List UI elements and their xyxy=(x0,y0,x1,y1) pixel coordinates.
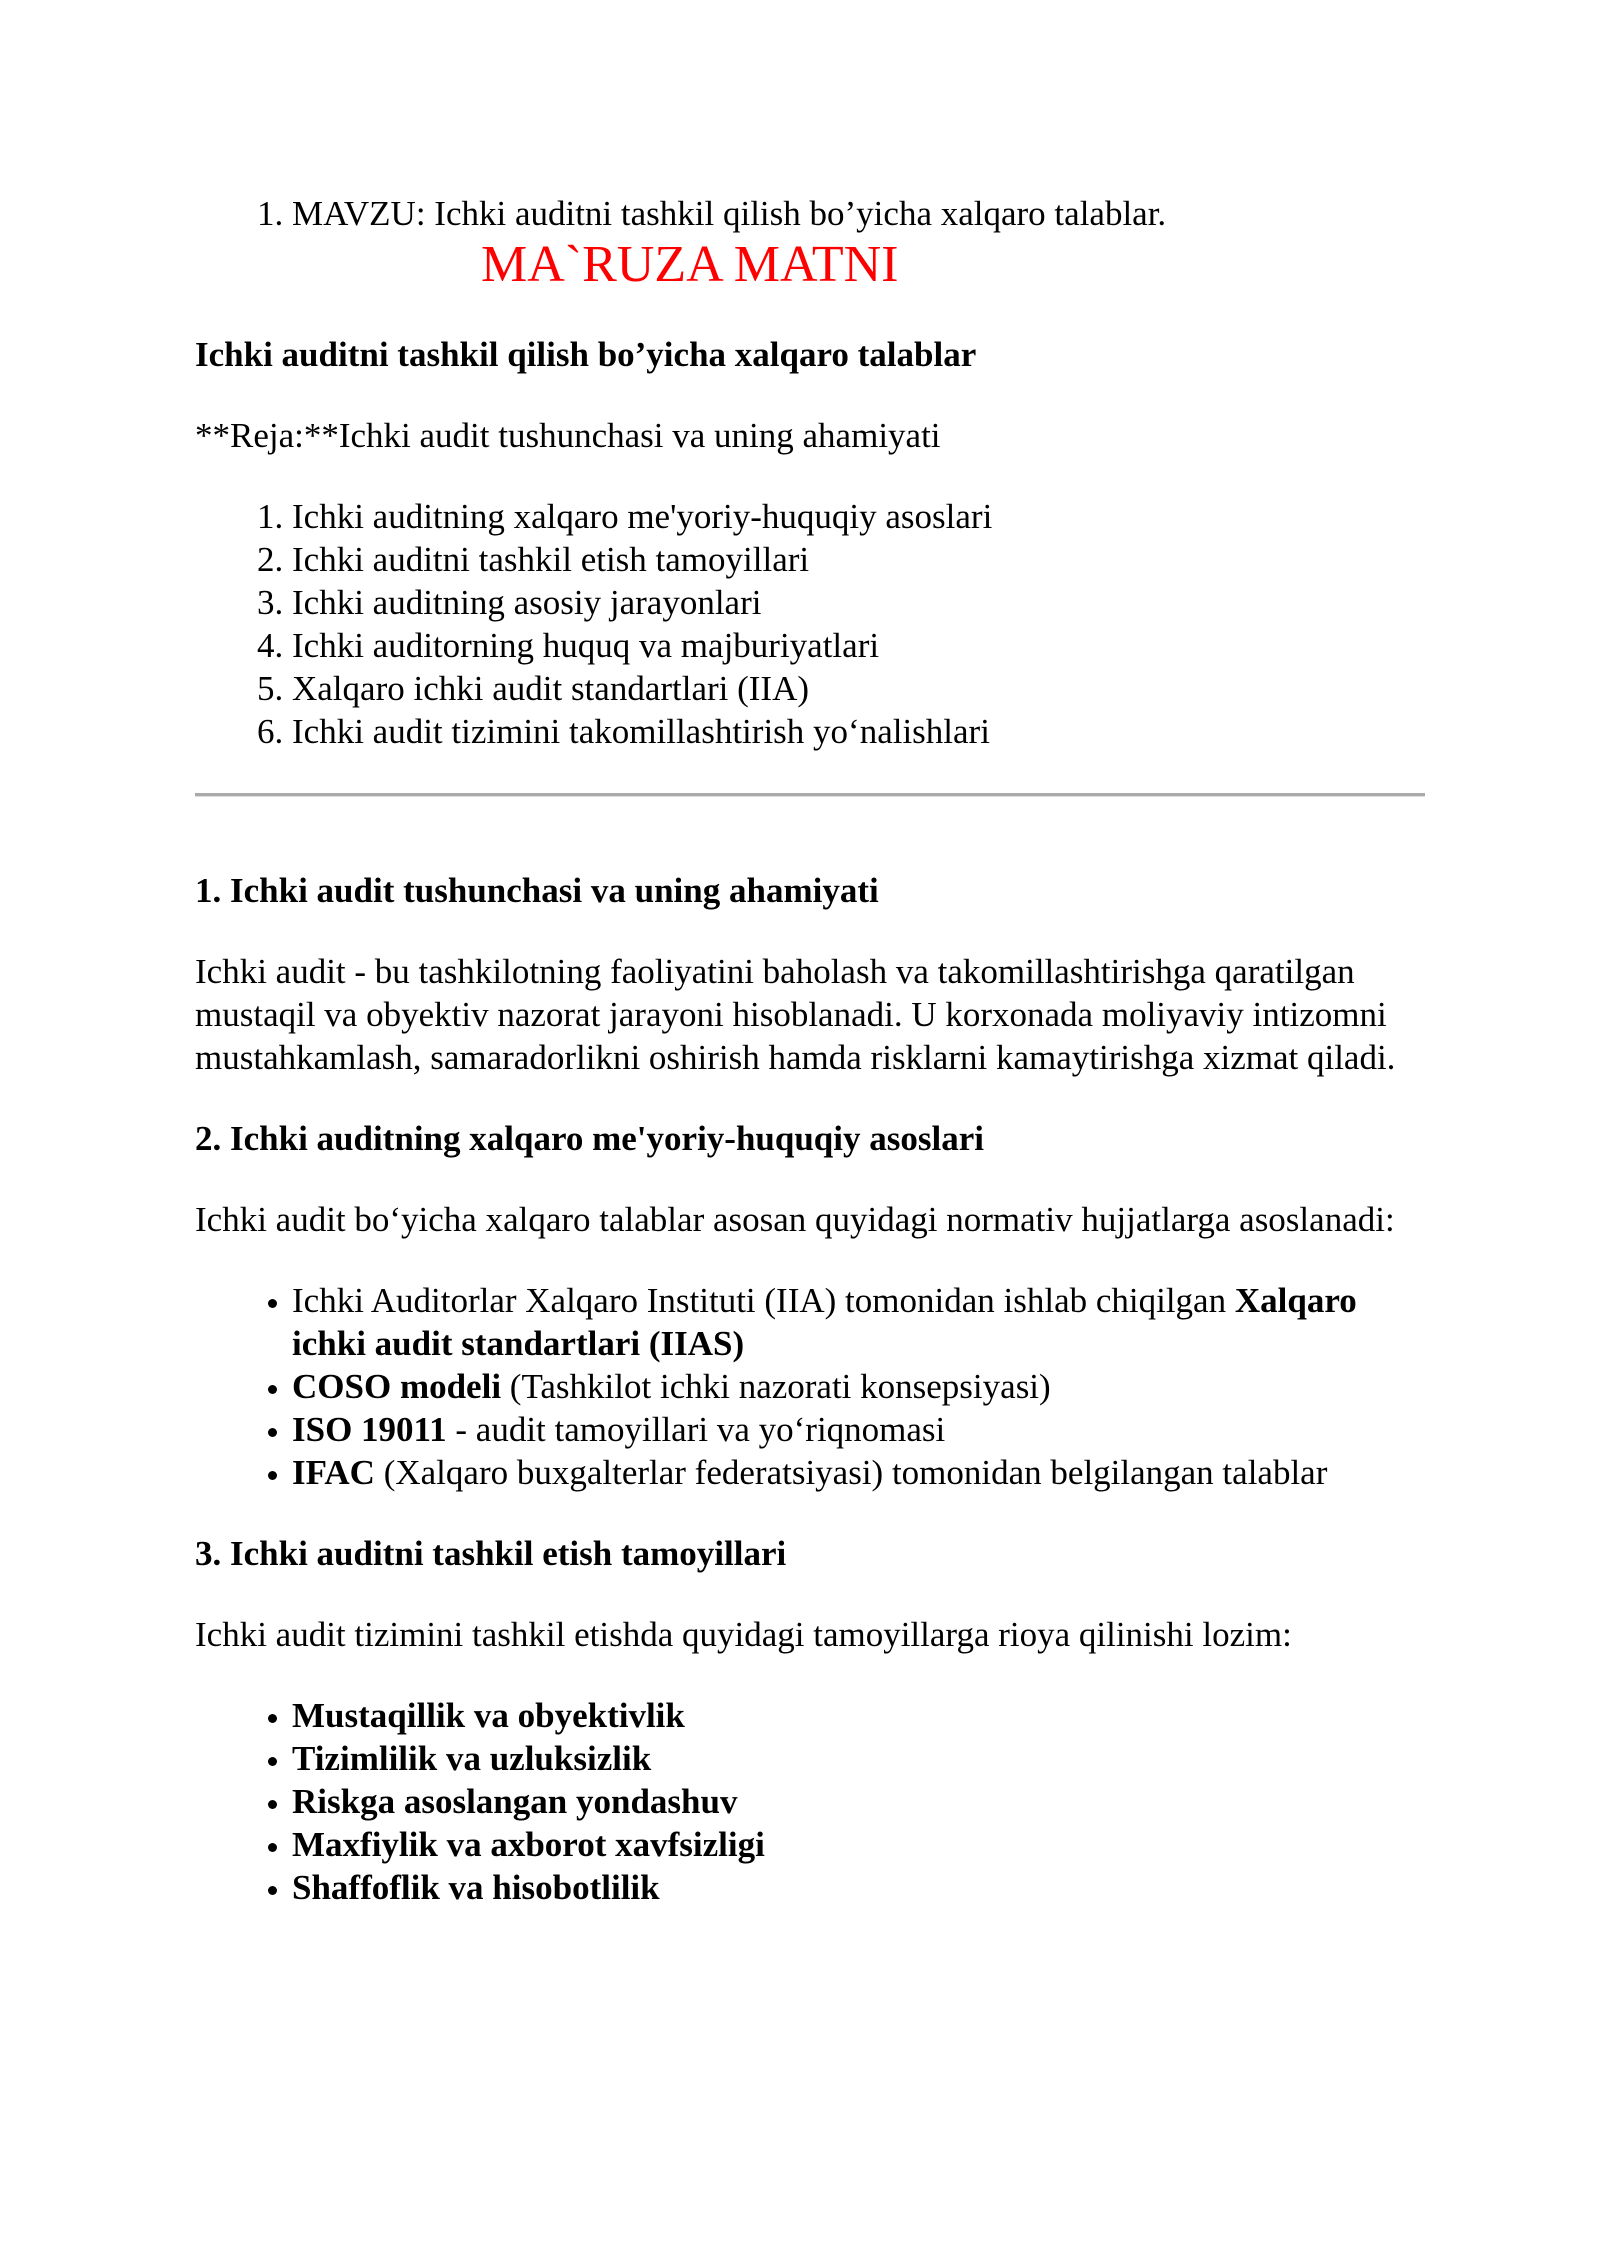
horizontal-divider xyxy=(195,793,1425,797)
bullet-rest-text: (Tashkilot ichki nazorati konsepsiyasi) xyxy=(501,1367,1051,1406)
bullet-bold-text: Riskga asoslangan yondashuv xyxy=(292,1782,738,1821)
bullet-bold-text: IFAC xyxy=(292,1453,375,1492)
plan-item: 1. Ichki auditning xalqaro me'yoriy-huquqiy asoslari xyxy=(292,495,1425,538)
plan-intro: **Reja:**Ichki audit tushunchasi va uning ahamiyati xyxy=(195,416,941,455)
section-2-paragraph: Ichki audit bo‘yicha xalqaro talablar asosan quyidagi normativ hujjatlarga asoslanadi: xyxy=(195,1200,1395,1239)
bullet-bold-text: Tizimlilik va uzluksizlik xyxy=(292,1739,652,1778)
bullet-bold-text: Xalqaro ichki audit standartlari (IIAS) xyxy=(292,1281,1357,1363)
section-2-bullet-list xyxy=(195,1279,1425,1494)
bullet-item xyxy=(292,1279,1425,1365)
section-1-heading: 1. Ichki audit tushunchasi va uning ahamiyati xyxy=(195,871,879,910)
bullet-item xyxy=(292,1451,1425,1494)
bullet-item xyxy=(292,1408,1425,1451)
bullet-rest-text: (Xalqaro buxgalterlar federatsiyasi) tomonidan belgilangan talablar xyxy=(374,1453,1328,1492)
bullet-item xyxy=(292,1780,1425,1823)
document-title: Ichki auditni tashkil qilish bo’yicha xalqaro talablar xyxy=(195,335,977,374)
section-3-bullet-list xyxy=(195,1694,1425,1909)
bullet-bold-text: ISO 19011 xyxy=(292,1410,447,1449)
plan-item: 6. Ichki audit tizimini takomillashtirish yo‘nalishlari xyxy=(292,710,1425,753)
lecture-title: MA`RUZA MATNI xyxy=(481,236,899,293)
bullet-bold-text: COSO modeli xyxy=(292,1367,502,1406)
section-2-heading: 2. Ichki auditning xalqaro me'yoriy-huquqiy asoslari xyxy=(195,1119,984,1158)
bullet-item xyxy=(292,1737,1425,1780)
bullet-item xyxy=(292,1823,1425,1866)
plan-item: 2. Ichki auditni tashkil etish tamoyillari xyxy=(292,538,1425,581)
section-3-heading: 3. Ichki auditni tashkil etish tamoyillari xyxy=(195,1534,787,1573)
bullet-lead-text: Ichki Auditorlar Xalqaro Instituti (IIA) tomonidan ishlab chiqilgan xyxy=(292,1281,1235,1320)
section-1-paragraph: Ichki audit - bu tashkilotning faoliyatini baholash va takomillashtirishga qaratilgan mustaqil va obyektiv nazorat jarayoni hisoblanadi. U korxonada moliyaviy intizomni mustahkamlash, samaradorlikni oshirish hamda risklarni kamaytirishga xizmat qiladi. xyxy=(195,952,1396,1077)
bullet-item xyxy=(292,1694,1425,1737)
section-3-paragraph: Ichki audit tizimini tashkil etishda quyidagi tamoyillarga rioya qilinishi lozim: xyxy=(195,1615,1292,1654)
plan-item: 4. Ichki auditorning huquq va majburiyatlari xyxy=(292,624,1425,667)
document-content xyxy=(195,192,1425,1909)
bullet-item xyxy=(292,1866,1425,1909)
bullet-rest-text: - audit tamoyillari va yo‘riqnomasi xyxy=(446,1410,946,1449)
plan-item: 3. Ichki auditning asosiy jarayonlari xyxy=(292,581,1425,624)
topic-list xyxy=(195,192,1425,235)
plan-list xyxy=(195,495,1425,753)
bullet-bold-text: Shaffoflik va hisobotlilik xyxy=(292,1868,660,1907)
bullet-item xyxy=(292,1365,1425,1408)
plan-item: 5. Xalqaro ichki audit standartlari (IIA) xyxy=(292,667,1425,710)
topic-item: 1. MAVZU: Ichki auditni tashkil qilish bo’yicha xalqaro talablar. xyxy=(292,192,1425,235)
bullet-bold-text: Maxfiylik va axborot xavfsizligi xyxy=(292,1825,765,1864)
bullet-bold-text: Mustaqillik va obyektivlik xyxy=(292,1696,685,1735)
